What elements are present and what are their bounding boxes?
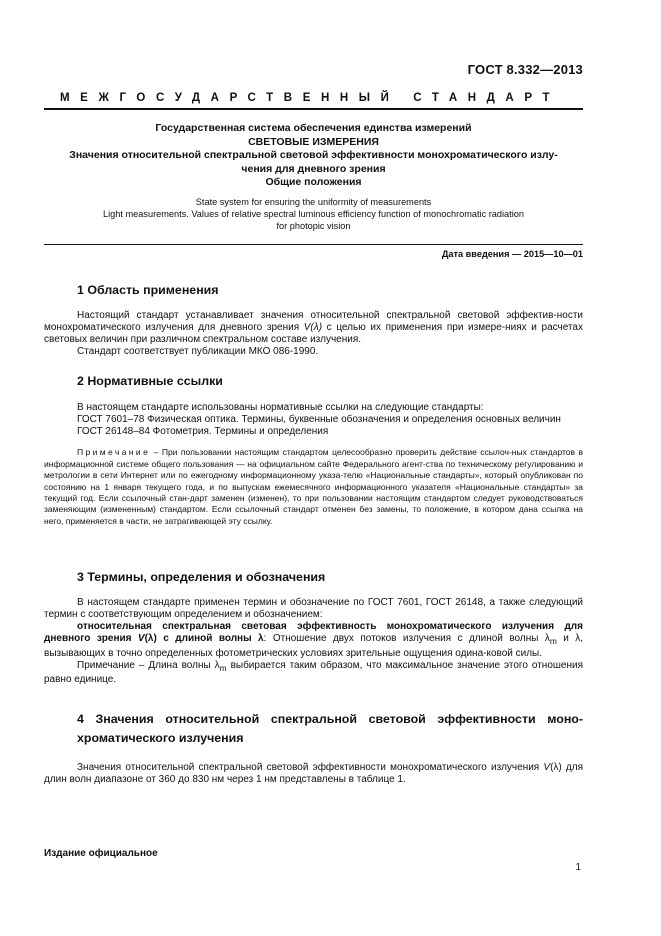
reference-item: ГОСТ 26148–84 Фотометрия. Термины и определения — [77, 426, 329, 438]
standard-code: ГОСТ 8.332—2013 — [467, 62, 583, 77]
section-heading: 4 Значения относительной спектральной световой эффективности моно-хроматического излучения — [77, 712, 583, 745]
title-line-light-measurements: СВЕТОВЫЕ ИЗМЕРЕНИЯ — [248, 135, 379, 148]
interstate-standard-banner: МЕЖГОСУДАРСТВЕННЫЙ СТАНДАРТ — [60, 92, 561, 104]
title-en-line-1: State system for ensuring the uniformity of measurements — [195, 197, 432, 207]
paragraph: В настоящем стандарте применен термин и обозначение по ГОСТ 7601, ГОСТ 26148, а также следующий термин с соответствующим определением и обозначением: — [44, 596, 583, 620]
note: Примечание – При пользовании настоящим стандартом целесообразно проверить действие ссылоч-ных стандартов в информационной системе общего пользования — на официальном сайте Федерального агент-ства по техническому регулированию и метрологии в сети Интернет или по ежегодному информационному указа-телю «Национальные стандарты», который опубликован по состоянию на 1 января текущего года, и по выпускам ежемесячного информационного указателя «Национальные стандарты» за текущий год. Если ссылочный стан-дарт заменен (изменен), то при пользовании настоящим стандартом следует руководствоваться заменяющим (измененным) стандартом. Если ссылочный стандарт отменен без замены, то положение, в котором дана ссылка на него, применяется в части, не затрагивающей эту ссылку. — [44, 447, 583, 526]
title-line-system: Государственная система обеспечения единства измерений — [155, 122, 472, 134]
section-values — [44, 710, 583, 787]
title-en-line-2: Light measurements. Values of relative spectral luminous efficiency function of monochromatic radiation — [103, 209, 524, 220]
section-normative-references — [44, 373, 583, 527]
title-english — [44, 196, 583, 233]
section-scope — [44, 282, 583, 359]
section-heading: 3 Термины, определения и обозначения — [77, 570, 326, 584]
paragraph: Настоящий стандарт устанавливает значения относительной спектральной световой эффектив-ности монохроматического излучения для дневного зрения V(λ) с целью их применения при измере-ниях и расчетах световых величин при различном спектральном составе излучения. — [44, 309, 583, 346]
section-heading: 2 Нормативные ссылки — [77, 374, 223, 388]
term-note: Примечание – Длина волны $\lambda_m$ выбирается таким образом, что максимальное значение этого отношения равно единице. — [44, 659, 583, 686]
paragraph: В настоящем стандарте использованы нормативные ссылки на следующие стандарты: — [77, 401, 484, 413]
title-en-line-3: for photopic vision — [276, 221, 351, 232]
section-heading: 1 Область применения — [77, 283, 219, 297]
title-rule — [44, 244, 583, 245]
top-rule — [44, 108, 583, 110]
section-terms — [44, 569, 583, 687]
title-russian — [44, 122, 583, 190]
reference-item: ГОСТ 7601–78 Физическая оптика. Термины, буквенные обозначения и определения основных величин — [77, 413, 561, 425]
paragraph: Стандарт соответствует публикации МКО 086-1990. — [77, 346, 319, 358]
paragraph: Значения относительной спектральной световой эффективности монохроматического излучения V(λ) для длин волн диапазоне от 360 до 830 нм через 1 нм представлены в таблице 1. — [44, 762, 583, 786]
title-line-general: Общие положения — [265, 176, 362, 189]
term-definition: относительная спектральная световая эффективность монохроматического излучения для дневного зрения V(λ) с длиной волны λ: Отношение двух потоков излучения с длиной волны $\lambda_m$ и λ, вызывающих в точно определенных фотометрических условиях зрительные ощущения одина-ковой силы. — [44, 621, 584, 659]
official-edition-label: Издание официальное — [44, 848, 158, 859]
introduction-date: Дата введения — 2015—10—01 — [441, 249, 583, 259]
page-number: 1 — [575, 862, 581, 873]
title-line-values-1: Значения относительной спектральной световой эффективности монохроматического излу- — [69, 149, 558, 162]
title-line-values-2: чения для дневного зрения — [241, 162, 386, 175]
